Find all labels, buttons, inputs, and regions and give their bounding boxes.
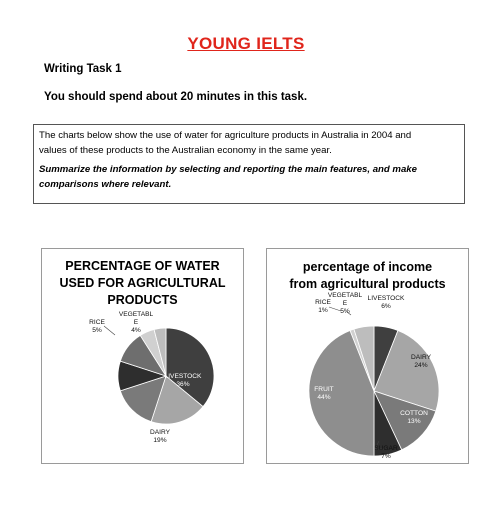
pie-label-dairy: DAIRY 24% [410,354,432,369]
pie-label-sugar: SUGAR 10% [90,383,114,398]
chart-title-line: from agricultural products [289,277,446,291]
leader-line-rice [104,326,115,335]
pie-label-cotton: COTTON 15% [104,412,132,427]
leader-line-rice [329,307,341,311]
summary-line-1: Summarize the information by selecting and reporting the main features, and make [39,164,417,175]
pie-label-cotton: COTTON 13% [400,410,428,425]
prompt-line-2: values of these products to the Australian economy in the same year. [39,145,332,156]
income-chart-panel [266,248,469,464]
pie-label-livestock: LIVESTOCK 6% [367,295,405,310]
brand-title: YOUNG IELTS [187,34,305,53]
chart-title-line: PRODUCTS [107,293,178,307]
chart-title-line: PERCENTAGE OF WATER [65,259,220,273]
chart-title-line: USED FOR AGRICULTURAL [59,276,226,290]
pie-label-vegetable: VEGETABL E 5% [327,292,363,315]
pie-label-dairy: DAIRY 19% [149,429,171,444]
pie-label-rice: RICE 5% [89,319,105,334]
pie-label-fruit: FRUIT 11% [102,358,122,373]
pie-label-livestock: LIVESTOCK 36% [164,373,202,388]
income-chart-title [267,259,468,293]
prompt-line-1: The charts below show the use of water for agriculture products in Australia in 2004 and [39,130,412,141]
summary-line-2: comparisons where relevant. [39,179,172,190]
pie-label-vegetable: VEGETABL E 4% [118,311,154,334]
pie-label-fruit: FRUIT 44% [314,386,334,401]
task-heading: Writing Task 1 [44,63,122,75]
chart-title-line: percentage of income [302,260,433,274]
pie-label-sugar: SUGAR 7% [374,445,398,460]
water-use-chart-panel [41,248,244,464]
water-use-chart-title [42,258,243,309]
pie-label-rice: RICE 1% [315,299,331,314]
time-instruction: You should spend about 20 minutes in this task. [44,91,308,103]
prompt-box [33,124,465,204]
